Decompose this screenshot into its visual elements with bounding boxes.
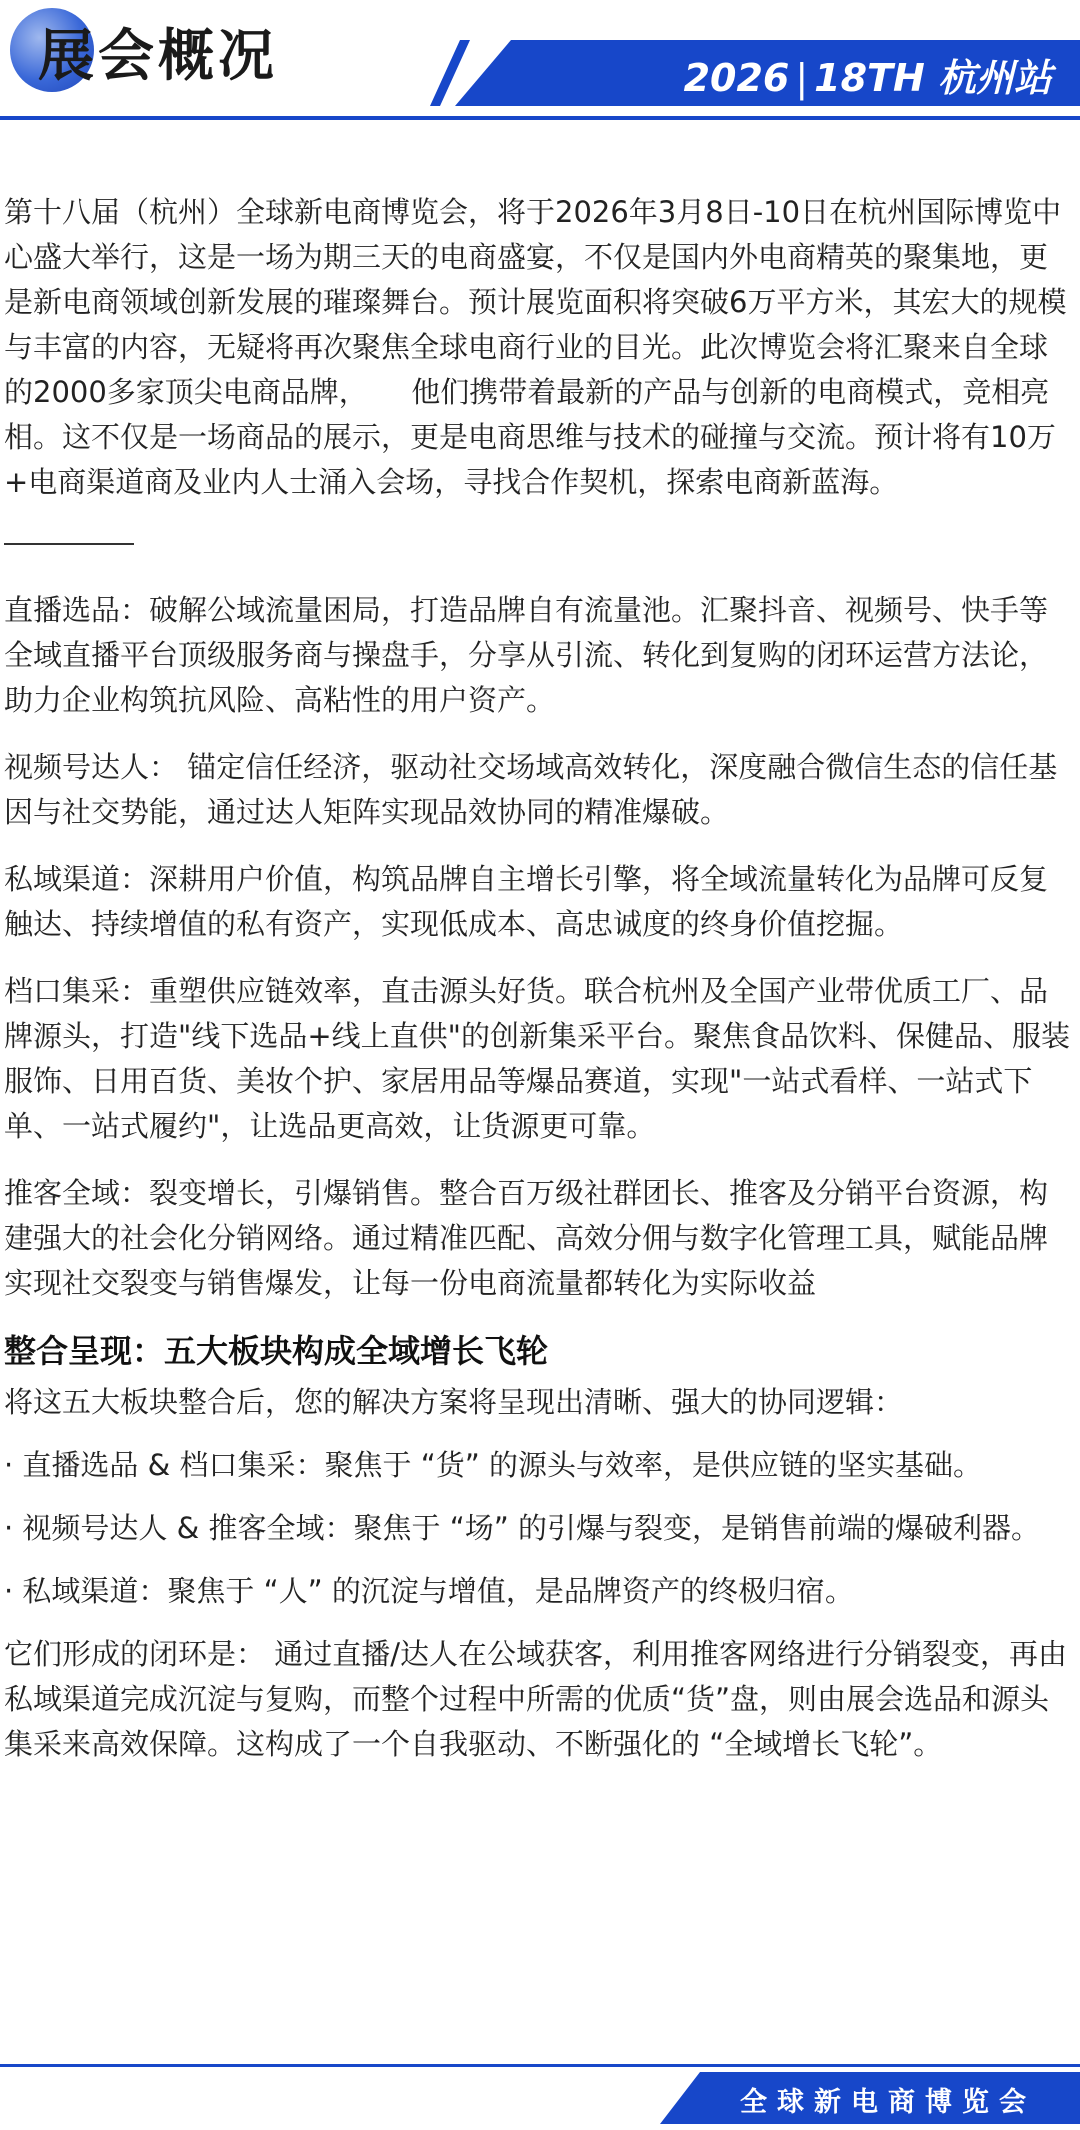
- page-title: 展会概况: [38, 23, 278, 89]
- section-private-domain: 私域渠道：深耕用户价值，构筑品牌自主增长引擎，将全域流量转化为品牌可反复触达、持续增值的私有资产，实现低成本、高忠诚度的终身价值挖掘。: [4, 862, 1049, 941]
- footer-expo-name: 全球新电商博览会: [740, 2087, 1036, 2118]
- section-video-influencer: 视频号达人： 锚定信任经济，驱动社交场域高效转化，深度融合微信生态的信任基因与社交势能，通过达人矩阵实现品效协同的精准爆破。: [4, 750, 1058, 829]
- edition-badge: [684, 47, 1052, 102]
- page-header: [0, 0, 1080, 125]
- badge-year: 2026: [683, 56, 790, 100]
- page-footer: [0, 2050, 1080, 2130]
- header-underline: [0, 116, 1080, 120]
- section-stall-procurement: 档口集采：重塑供应链效率，直击源头好货。联合杭州及全国产业带优质工厂、品牌源头，打造"线下选品+线上直供"的创新集采平台。聚焦食品饮料、保健品、服装服饰、日用百货、美妆个护、家居用品等爆品赛道，实现"一站式看样、一站式下单、一站式履约"，让选品更高效，让货源更可靠。: [4, 974, 1070, 1143]
- footer-line: [0, 2064, 1080, 2067]
- summary-point: · 视频号达人 & 推客全域：聚焦于 “场” 的引爆与裂变，是销售前端的爆破利器。: [4, 1511, 1040, 1545]
- summary-closing: 它们形成的闭环是： 通过直播/达人在公域获客，利用推客网络进行分销裂变，再由私域渠道完成沉淀与复购，而整个过程中所需的优质“货”盘，则由展会选品和源头集采来高效保障。这构成了一个自我驱动、不断强化的 “全域增长飞轮”。: [4, 1637, 1067, 1761]
- intro-paragraph: 第十八届（杭州）全球新电商博览会，将于2026年3月8日-10日在杭州国际博览中心盛大举行，这是一场为期三天的电商盛宴，不仅是国内外电商精英的聚集地，更是新电商领域创新发展的璀璨舞台。预计展览面积将突破6万平方米，其宏大的规模与丰富的内容，无疑将再次聚焦全球电商行业的目光。此次博览会将汇聚来自全球的2000多家顶尖电商品牌， 他们携带着最新的产品与创新的电商模式，竞相亮相。这不仅是一场商品的展示，更是电商思维与技术的碰撞与交流。预计将有10万+电商渠道商及业内人士涌入会场，寻找合作契机，探索电商新蓝海。: [4, 195, 1067, 499]
- summary-heading: 整合呈现：五大板块构成全域增长飞轮: [4, 1332, 549, 1370]
- summary-lead: 将这五大板块整合后，您的解决方案将呈现出清晰、强大的协同逻辑：: [4, 1385, 904, 1419]
- summary-point: · 直播选品 & 档口集采：聚焦于 “货” 的源头与效率，是供应链的坚实基础。: [4, 1448, 982, 1482]
- section-live-selection: 直播选品：破解公域流量困局，打造品牌自有流量池。汇聚抖音、视频号、快手等全域直播平台顶级服务商与操盘手，分享从引流、转化到复购的闭环运营方法论，助力企业构筑抗风险、高粘性的用户资产。: [4, 593, 1049, 717]
- badge-separator: |: [795, 56, 809, 100]
- badge-edition: 18TH 杭州站: [814, 56, 1052, 100]
- article-body: [4, 190, 1072, 1767]
- summary-point: · 私域渠道：聚焦于 “人” 的沉淀与增值，是品牌资产的终极归宿。: [4, 1574, 854, 1608]
- section-divider: [4, 543, 134, 545]
- section-referral-distribution: 推客全域：裂变增长，引爆销售。整合百万级社群团长、推客及分销平台资源，构建强大的社会化分销网络。通过精准匹配、高效分佣与数字化管理工具，赋能品牌实现社交裂变与销售爆发，让每一份电商流量都转化为实际收益: [4, 1176, 1049, 1300]
